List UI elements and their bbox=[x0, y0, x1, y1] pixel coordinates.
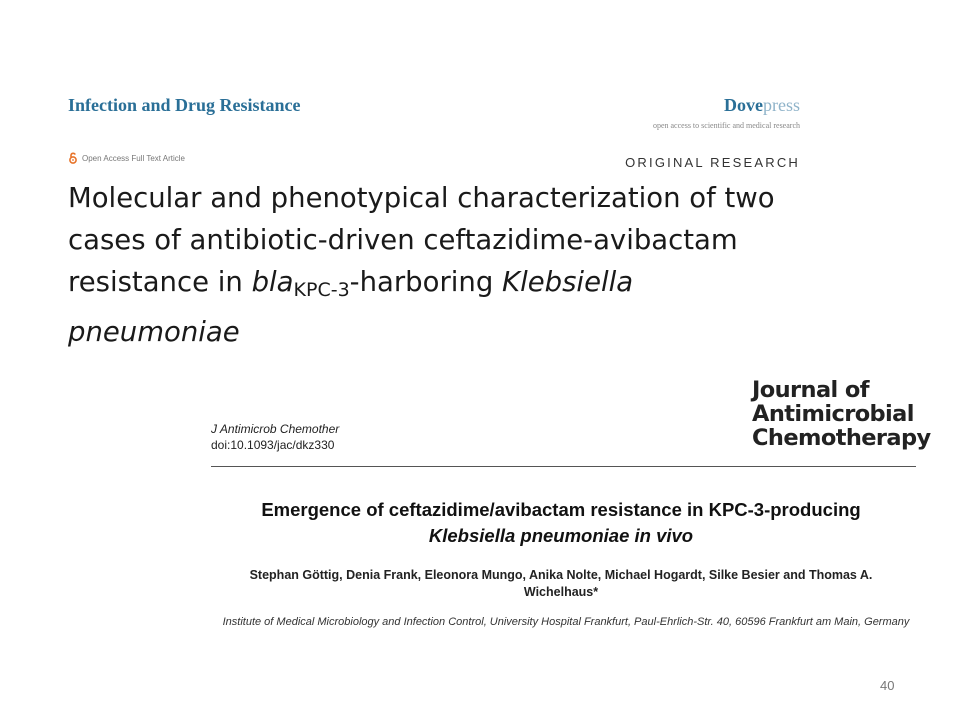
publisher-tagline: open access to scientific and medical research bbox=[652, 121, 800, 130]
open-access-icon bbox=[68, 152, 78, 164]
publisher-logo-dove: Dove bbox=[724, 95, 763, 115]
jac-logo-line: Antimicrobial bbox=[752, 401, 914, 427]
title1-text-2: -harboring bbox=[349, 266, 503, 298]
article-type: ORIGINAL RESEARCH bbox=[625, 155, 800, 170]
citation-journal: J Antimicrob Chemother bbox=[211, 422, 340, 436]
affiliation: Institute of Medical Microbiology and Infection Control, University Hospital Frankfurt, Paul-Ehrlich-Str. 40, 60596 Frankfurt am Main, Germany bbox=[222, 616, 910, 628]
title2-line-2: Klebsiella pneumoniae in vivo bbox=[428, 525, 694, 546]
jac-logo-line: Chemotherapy bbox=[752, 425, 931, 451]
article-title-2 bbox=[211, 497, 911, 549]
slide-page-number: 40 bbox=[880, 678, 895, 693]
journal-name: Infection and Drug Resistance bbox=[68, 95, 301, 115]
publisher-logo bbox=[724, 95, 800, 116]
author-list: Stephan Göttig, Denia Frank, Eleonora Mungo, Anika Nolte, Michael Hogardt, Silke Besier and Thomas A. Wichelhaus* bbox=[249, 568, 873, 599]
open-access-label: Open Access Full Text Article bbox=[82, 153, 186, 163]
header-divider bbox=[211, 466, 916, 467]
citation-doi: doi:10.1093/jac/dkz330 bbox=[211, 438, 335, 452]
jac-logo-line: Journal of bbox=[752, 377, 869, 403]
open-access-badge bbox=[68, 152, 185, 164]
jac-logo bbox=[752, 378, 931, 450]
publisher-logo-press: press bbox=[763, 95, 800, 115]
article-title-1 bbox=[68, 177, 788, 353]
title1-gene: bla bbox=[251, 266, 294, 298]
title1-gene-subscript: KPC-3 bbox=[293, 279, 350, 301]
title1-text: Molecular and phenotypical characterization of two cases of antibiotic-driven ceftazidime-avibactam resistance in bbox=[68, 182, 775, 298]
title1-species: Klebsiella pneumoniae bbox=[68, 266, 634, 348]
title2-line-1: Emergence of ceftazidime/avibactam resistance in KPC-3-producing bbox=[261, 499, 861, 520]
citation bbox=[211, 421, 339, 453]
